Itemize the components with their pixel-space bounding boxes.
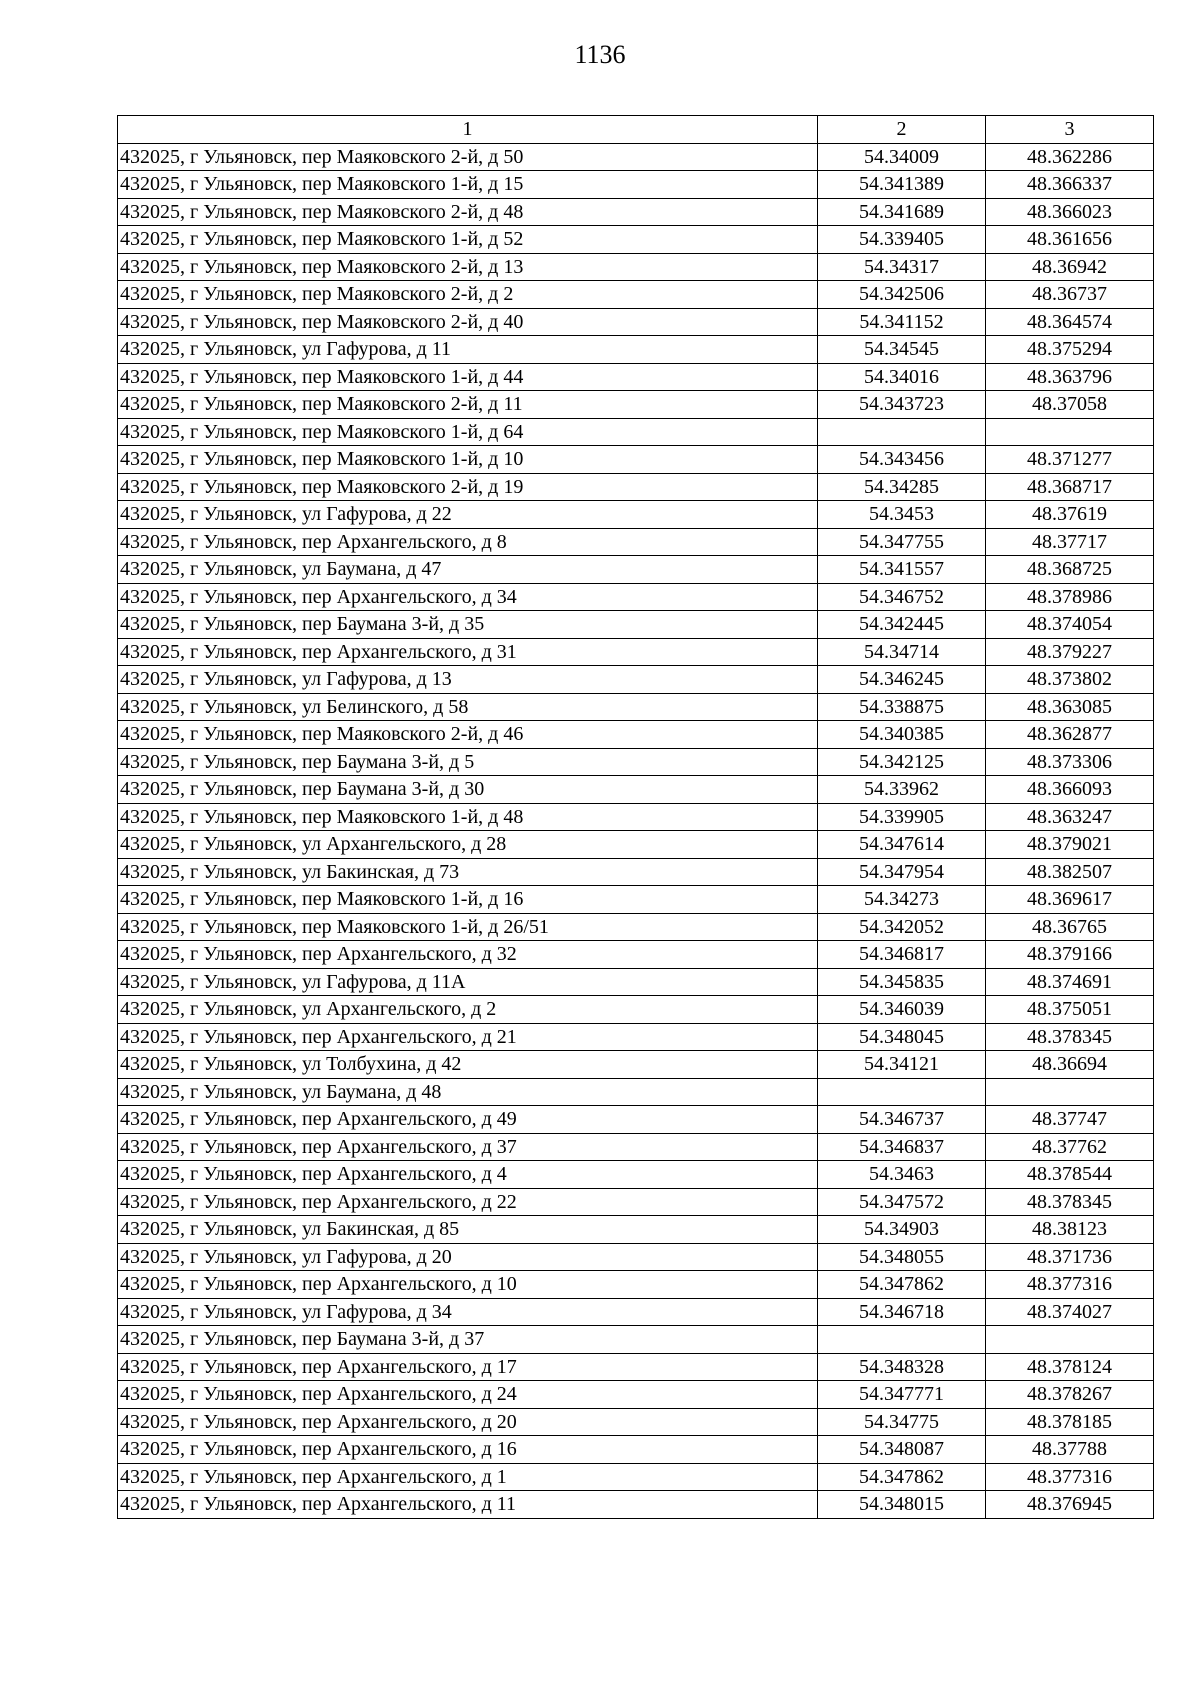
latitude-cell [818, 1078, 986, 1106]
table-row [118, 583, 1154, 611]
table-row [118, 693, 1154, 721]
table-row [118, 1078, 1154, 1106]
table-row [118, 776, 1154, 804]
table-row [118, 913, 1154, 941]
latitude-cell: 54.348045 [818, 1023, 986, 1051]
longitude-cell: 48.379166 [986, 941, 1154, 969]
longitude-cell: 48.369617 [986, 886, 1154, 914]
address-cell: 432025, г Ульяновск, ул Баумана, д 47 [118, 556, 818, 584]
longitude-cell: 48.36737 [986, 281, 1154, 309]
longitude-cell: 48.361656 [986, 226, 1154, 254]
longitude-cell: 48.374054 [986, 611, 1154, 639]
longitude-cell: 48.368717 [986, 473, 1154, 501]
longitude-cell: 48.378345 [986, 1023, 1154, 1051]
longitude-cell: 48.362877 [986, 721, 1154, 749]
longitude-cell: 48.379227 [986, 638, 1154, 666]
table-row [118, 968, 1154, 996]
longitude-cell: 48.366023 [986, 198, 1154, 226]
table-row [118, 1436, 1154, 1464]
table-row [118, 1298, 1154, 1326]
table-row [118, 1326, 1154, 1354]
address-cell: 432025, г Ульяновск, пер Архангельского, д 21 [118, 1023, 818, 1051]
latitude-cell: 54.341689 [818, 198, 986, 226]
latitude-cell: 54.347572 [818, 1188, 986, 1216]
table-row [118, 721, 1154, 749]
address-cell: 432025, г Ульяновск, ул Бакинская, д 85 [118, 1216, 818, 1244]
address-cell: 432025, г Ульяновск, пер Баумана 3-й, д 35 [118, 611, 818, 639]
longitude-cell: 48.373802 [986, 666, 1154, 694]
latitude-cell: 54.34121 [818, 1051, 986, 1079]
longitude-cell: 48.37717 [986, 528, 1154, 556]
latitude-cell [818, 1326, 986, 1354]
address-cell: 432025, г Ульяновск, пер Маяковского 2-й, д 2 [118, 281, 818, 309]
table-row [118, 611, 1154, 639]
latitude-cell: 54.348328 [818, 1353, 986, 1381]
address-cell: 432025, г Ульяновск, пер Архангельского, д 1 [118, 1463, 818, 1491]
address-coordinates-table [117, 115, 1154, 1519]
latitude-cell: 54.34273 [818, 886, 986, 914]
latitude-cell: 54.345835 [818, 968, 986, 996]
latitude-cell: 54.34903 [818, 1216, 986, 1244]
latitude-cell: 54.34016 [818, 363, 986, 391]
table-row [118, 1491, 1154, 1519]
longitude-cell [986, 1078, 1154, 1106]
address-cell: 432025, г Ульяновск, пер Архангельского, д 11 [118, 1491, 818, 1519]
table-row [118, 638, 1154, 666]
latitude-cell: 54.347771 [818, 1381, 986, 1409]
table-row [118, 1051, 1154, 1079]
latitude-cell: 54.347954 [818, 858, 986, 886]
latitude-cell: 54.3453 [818, 501, 986, 529]
address-cell: 432025, г Ульяновск, пер Баумана 3-й, д 37 [118, 1326, 818, 1354]
address-cell: 432025, г Ульяновск, пер Архангельского, д 32 [118, 941, 818, 969]
address-cell: 432025, г Ульяновск, ул Бакинская, д 73 [118, 858, 818, 886]
longitude-cell: 48.377316 [986, 1271, 1154, 1299]
header-cell-2: 2 [818, 116, 986, 144]
table-row [118, 226, 1154, 254]
longitude-cell: 48.375294 [986, 336, 1154, 364]
table-row [118, 1023, 1154, 1051]
latitude-cell: 54.341557 [818, 556, 986, 584]
table-body [118, 143, 1154, 1518]
address-cell: 432025, г Ульяновск, ул Гафурова, д 22 [118, 501, 818, 529]
table-row [118, 1216, 1154, 1244]
latitude-cell: 54.346737 [818, 1106, 986, 1134]
longitude-cell: 48.37058 [986, 391, 1154, 419]
address-cell: 432025, г Ульяновск, пер Архангельского, д 22 [118, 1188, 818, 1216]
table-row [118, 391, 1154, 419]
address-cell: 432025, г Ульяновск, пер Маяковского 1-й, д 26/51 [118, 913, 818, 941]
latitude-cell: 54.348087 [818, 1436, 986, 1464]
longitude-cell: 48.363085 [986, 693, 1154, 721]
latitude-cell: 54.346039 [818, 996, 986, 1024]
address-cell: 432025, г Ульяновск, ул Архангельского, д 2 [118, 996, 818, 1024]
address-cell: 432025, г Ульяновск, пер Архангельского, д 24 [118, 1381, 818, 1409]
address-cell: 432025, г Ульяновск, пер Маяковского 2-й, д 50 [118, 143, 818, 171]
latitude-cell: 54.342125 [818, 748, 986, 776]
page-number: 1136 [574, 40, 626, 69]
longitude-cell: 48.36942 [986, 253, 1154, 281]
address-cell: 432025, г Ульяновск, пер Архангельского, д 17 [118, 1353, 818, 1381]
latitude-cell: 54.341152 [818, 308, 986, 336]
latitude-cell: 54.342506 [818, 281, 986, 309]
address-cell: 432025, г Ульяновск, пер Маяковского 1-й, д 10 [118, 446, 818, 474]
address-cell: 432025, г Ульяновск, пер Архангельского, д 10 [118, 1271, 818, 1299]
address-cell: 432025, г Ульяновск, пер Маяковского 1-й, д 48 [118, 803, 818, 831]
latitude-cell: 54.346837 [818, 1133, 986, 1161]
longitude-cell: 48.366093 [986, 776, 1154, 804]
address-cell: 432025, г Ульяновск, ул Гафурова, д 13 [118, 666, 818, 694]
table-row [118, 1188, 1154, 1216]
longitude-cell: 48.375051 [986, 996, 1154, 1024]
table-header [118, 116, 1154, 144]
longitude-cell: 48.362286 [986, 143, 1154, 171]
table-row [118, 528, 1154, 556]
table-row [118, 941, 1154, 969]
address-cell: 432025, г Ульяновск, ул Гафурова, д 34 [118, 1298, 818, 1326]
table-row [118, 1243, 1154, 1271]
header-row [118, 116, 1154, 144]
table-row [118, 831, 1154, 859]
address-cell: 432025, г Ульяновск, пер Маяковского 2-й, д 46 [118, 721, 818, 749]
table-row [118, 1106, 1154, 1134]
latitude-cell: 54.341389 [818, 171, 986, 199]
address-cell: 432025, г Ульяновск, ул Гафурова, д 11 [118, 336, 818, 364]
address-cell: 432025, г Ульяновск, пер Маяковского 2-й, д 19 [118, 473, 818, 501]
table-row [118, 1381, 1154, 1409]
latitude-cell: 54.338875 [818, 693, 986, 721]
latitude-cell: 54.34775 [818, 1408, 986, 1436]
latitude-cell: 54.346245 [818, 666, 986, 694]
address-cell: 432025, г Ульяновск, пер Маяковского 2-й, д 13 [118, 253, 818, 281]
address-cell: 432025, г Ульяновск, пер Маяковского 1-й, д 15 [118, 171, 818, 199]
header-cell-3: 3 [986, 116, 1154, 144]
address-cell: 432025, г Ульяновск, пер Архангельского, д 20 [118, 1408, 818, 1436]
table-row [118, 198, 1154, 226]
longitude-cell: 48.374027 [986, 1298, 1154, 1326]
address-cell: 432025, г Ульяновск, пер Баумана 3-й, д 30 [118, 776, 818, 804]
table-row [118, 281, 1154, 309]
latitude-cell: 54.340385 [818, 721, 986, 749]
latitude-cell: 54.34714 [818, 638, 986, 666]
address-cell: 432025, г Ульяновск, пер Маяковского 1-й, д 64 [118, 418, 818, 446]
address-cell: 432025, г Ульяновск, ул Гафурова, д 20 [118, 1243, 818, 1271]
latitude-cell: 54.348055 [818, 1243, 986, 1271]
latitude-cell [818, 418, 986, 446]
address-cell: 432025, г Ульяновск, пер Архангельского, д 37 [118, 1133, 818, 1161]
address-cell: 432025, г Ульяновск, пер Архангельского, д 34 [118, 583, 818, 611]
latitude-cell: 54.339405 [818, 226, 986, 254]
latitude-cell: 54.34009 [818, 143, 986, 171]
table-row [118, 336, 1154, 364]
latitude-cell: 54.346718 [818, 1298, 986, 1326]
table-row [118, 171, 1154, 199]
longitude-cell: 48.368725 [986, 556, 1154, 584]
address-cell: 432025, г Ульяновск, пер Маяковского 1-й, д 52 [118, 226, 818, 254]
longitude-cell: 48.36765 [986, 913, 1154, 941]
table-row [118, 666, 1154, 694]
latitude-cell: 54.339905 [818, 803, 986, 831]
latitude-cell: 54.342052 [818, 913, 986, 941]
longitude-cell: 48.378124 [986, 1353, 1154, 1381]
address-cell: 432025, г Ульяновск, пер Архангельского, д 49 [118, 1106, 818, 1134]
longitude-cell: 48.378345 [986, 1188, 1154, 1216]
longitude-cell: 48.38123 [986, 1216, 1154, 1244]
address-cell: 432025, г Ульяновск, пер Архангельского, д 16 [118, 1436, 818, 1464]
longitude-cell: 48.371736 [986, 1243, 1154, 1271]
longitude-cell: 48.37747 [986, 1106, 1154, 1134]
table-row [118, 143, 1154, 171]
table-row [118, 996, 1154, 1024]
longitude-cell: 48.378267 [986, 1381, 1154, 1409]
latitude-cell: 54.34545 [818, 336, 986, 364]
table-row [118, 418, 1154, 446]
longitude-cell: 48.37762 [986, 1133, 1154, 1161]
address-cell: 432025, г Ульяновск, пер Маяковского 2-й, д 11 [118, 391, 818, 419]
table-row [118, 1133, 1154, 1161]
latitude-cell: 54.343723 [818, 391, 986, 419]
address-cell: 432025, г Ульяновск, ул Баумана, д 48 [118, 1078, 818, 1106]
latitude-cell: 54.3463 [818, 1161, 986, 1189]
table-row [118, 556, 1154, 584]
longitude-cell: 48.363796 [986, 363, 1154, 391]
longitude-cell: 48.36694 [986, 1051, 1154, 1079]
longitude-cell: 48.366337 [986, 171, 1154, 199]
latitude-cell: 54.34317 [818, 253, 986, 281]
table-row [118, 886, 1154, 914]
address-cell: 432025, г Ульяновск, ул Толбухина, д 42 [118, 1051, 818, 1079]
latitude-cell: 54.346752 [818, 583, 986, 611]
latitude-cell: 54.346817 [818, 941, 986, 969]
longitude-cell: 48.364574 [986, 308, 1154, 336]
longitude-cell: 48.378544 [986, 1161, 1154, 1189]
latitude-cell: 54.33962 [818, 776, 986, 804]
longitude-cell: 48.374691 [986, 968, 1154, 996]
address-cell: 432025, г Ульяновск, ул Архангельского, д 28 [118, 831, 818, 859]
longitude-cell: 48.363247 [986, 803, 1154, 831]
table-row [118, 803, 1154, 831]
address-cell: 432025, г Ульяновск, пер Маяковского 2-й, д 48 [118, 198, 818, 226]
address-cell: 432025, г Ульяновск, ул Гафурова, д 11А [118, 968, 818, 996]
address-cell: 432025, г Ульяновск, пер Архангельского, д 4 [118, 1161, 818, 1189]
table-row [118, 1463, 1154, 1491]
table-row [118, 308, 1154, 336]
header-cell-1: 1 [118, 116, 818, 144]
table-row [118, 363, 1154, 391]
address-cell: 432025, г Ульяновск, пер Архангельского, д 31 [118, 638, 818, 666]
table-row [118, 473, 1154, 501]
address-cell: 432025, г Ульяновск, пер Маяковского 1-й, д 16 [118, 886, 818, 914]
latitude-cell: 54.34285 [818, 473, 986, 501]
latitude-cell: 54.348015 [818, 1491, 986, 1519]
latitude-cell: 54.342445 [818, 611, 986, 639]
latitude-cell: 54.347614 [818, 831, 986, 859]
longitude-cell: 48.376945 [986, 1491, 1154, 1519]
address-cell: 432025, г Ульяновск, пер Архангельского, д 8 [118, 528, 818, 556]
longitude-cell: 48.37788 [986, 1436, 1154, 1464]
longitude-cell: 48.373306 [986, 748, 1154, 776]
address-cell: 432025, г Ульяновск, ул Белинского, д 58 [118, 693, 818, 721]
table-row [118, 446, 1154, 474]
longitude-cell [986, 418, 1154, 446]
latitude-cell: 54.347862 [818, 1271, 986, 1299]
longitude-cell: 48.371277 [986, 446, 1154, 474]
longitude-cell: 48.37619 [986, 501, 1154, 529]
table-row [118, 1353, 1154, 1381]
table-row [118, 501, 1154, 529]
table-row [118, 1271, 1154, 1299]
table-row [118, 748, 1154, 776]
longitude-cell: 48.378986 [986, 583, 1154, 611]
table-row [118, 253, 1154, 281]
address-cell: 432025, г Ульяновск, пер Маяковского 2-й, д 40 [118, 308, 818, 336]
longitude-cell: 48.377316 [986, 1463, 1154, 1491]
latitude-cell: 54.343456 [818, 446, 986, 474]
latitude-cell: 54.347755 [818, 528, 986, 556]
address-cell: 432025, г Ульяновск, пер Баумана 3-й, д 5 [118, 748, 818, 776]
longitude-cell: 48.382507 [986, 858, 1154, 886]
longitude-cell: 48.379021 [986, 831, 1154, 859]
longitude-cell: 48.378185 [986, 1408, 1154, 1436]
address-cell: 432025, г Ульяновск, пер Маяковского 1-й, д 44 [118, 363, 818, 391]
longitude-cell [986, 1326, 1154, 1354]
table-row [118, 858, 1154, 886]
table-row [118, 1408, 1154, 1436]
latitude-cell: 54.347862 [818, 1463, 986, 1491]
table-row [118, 1161, 1154, 1189]
